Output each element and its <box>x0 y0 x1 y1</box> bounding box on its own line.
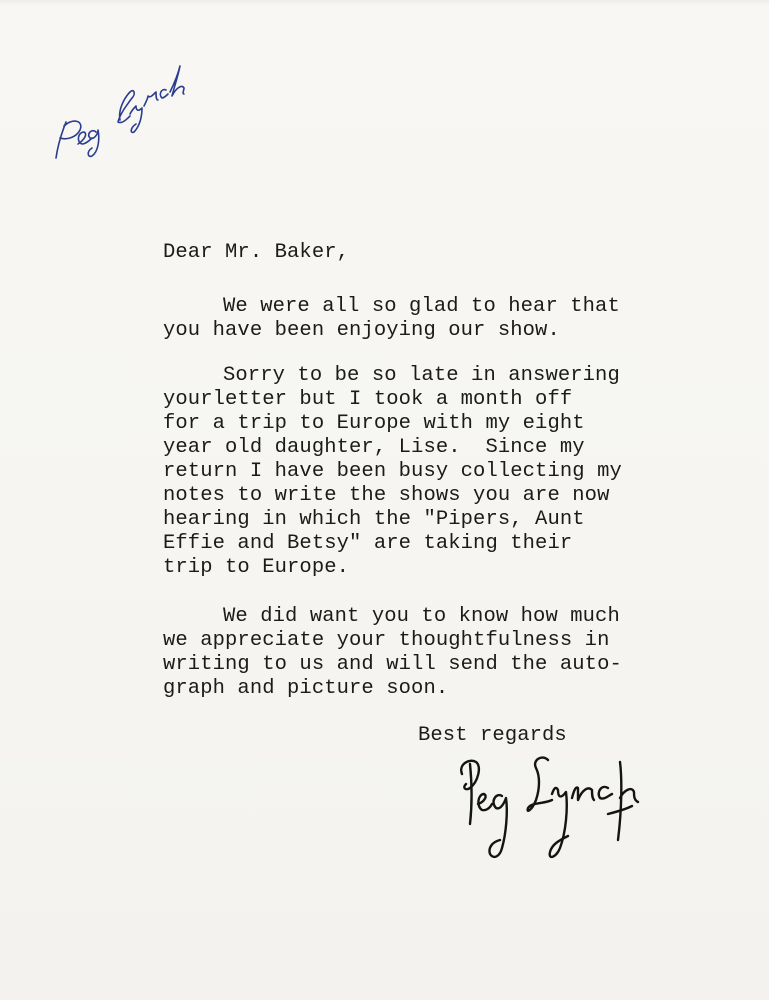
paragraph-3-line-4: graph and picture soon. <box>163 677 449 700</box>
paragraph-2-line-9: trip to Europe. <box>163 556 350 579</box>
paragraph-2-line-4: year old daughter, Lise. Since my <box>163 436 585 459</box>
salutation: Dear Mr. Baker, <box>163 241 350 264</box>
paragraph-2-line-7: hearing in which the "Pipers, Aunt <box>163 508 585 531</box>
paragraph-1-line-1: We were all so glad to hear that <box>223 295 620 318</box>
paragraph-2-line-3: for a trip to Europe with my eight <box>163 412 585 435</box>
paragraph-2-line-8: Effie and Betsy" are taking their <box>163 532 573 555</box>
handwritten-signature <box>448 748 648 868</box>
paragraph-2-line-2: yourletter but I took a month off <box>163 388 573 411</box>
paragraph-3-line-1: We did want you to know how much <box>223 605 620 628</box>
paragraph-2-line-1: Sorry to be so late in answering <box>223 364 620 387</box>
paragraph-1-line-2: you have been enjoying our show. <box>163 319 560 342</box>
paragraph-2-line-6: notes to write the shows you are now <box>163 484 610 507</box>
handwritten-inscription <box>38 40 188 170</box>
paragraph-2-line-5: return I have been busy collecting my <box>163 460 622 483</box>
closing: Best regards <box>418 724 567 747</box>
paragraph-3-line-2: we appreciate your thoughtfulness in <box>163 629 610 652</box>
paragraph-3-line-3: writing to us and will send the auto- <box>163 653 622 676</box>
